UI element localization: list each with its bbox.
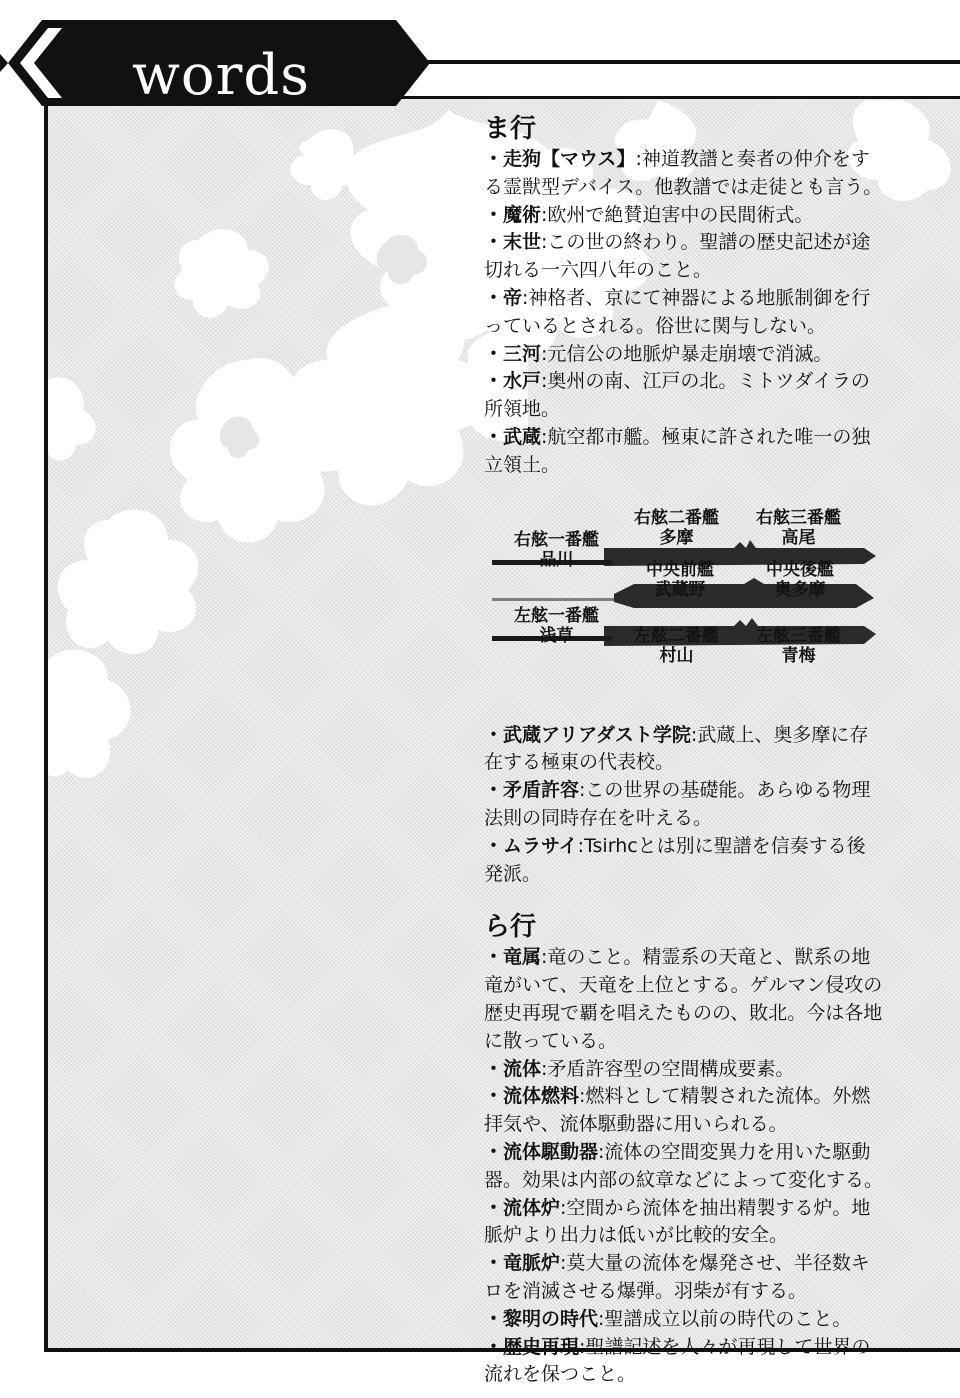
entry-description: :燃料として精製された流体。外燃拝気や、流体駆動器に用いられる。 xyxy=(484,1085,871,1136)
entry-description: :航空都市艦。極東に許された唯一の独立領土。 xyxy=(484,425,871,476)
entry-description: :竜のこと。精霊系の天竜と、獣系の地竜がいて、天竜を上位とする。ゲルマン侵攻の歴史再現で覇を唱えたものの、敗北。今は各地に散っている。 xyxy=(484,946,883,1052)
entry-description: :武蔵上、奥多摩に存在する極東の代表校。 xyxy=(484,723,869,774)
entry-term: ・魔術 xyxy=(484,203,542,226)
entry-description: :元信公の地脈炉暴走崩壊で消滅。 xyxy=(541,342,833,365)
header-banner xyxy=(0,20,430,106)
entry-term: ・流体燃料 xyxy=(484,1085,580,1108)
entry-description: :流体の空間変異力を用いた駆動器。効果は内部の紋章などによって変化する。 xyxy=(484,1140,884,1191)
glossary-entry xyxy=(484,1083,884,1139)
glossary-entry xyxy=(484,202,884,230)
entry-description: :神格者、京にて神器による地脈制御を行っているとされる。俗世に関与しない。 xyxy=(484,286,871,337)
glossary-entry xyxy=(484,944,884,1055)
entry-term: ・黎明の時代 xyxy=(484,1307,599,1330)
glossary-entry xyxy=(484,146,884,202)
entry-term: ・武蔵 xyxy=(484,425,542,448)
entry-term: ・水戸 xyxy=(484,370,542,393)
entry-description: :Tsirhcとは別に聖譜を信奏する後発派。 xyxy=(484,834,866,885)
entry-term: ・流体炉 xyxy=(484,1196,561,1219)
entry-description: :奥州の南、江戸の北。ミトツダイラの所領地。 xyxy=(484,370,870,421)
entry-term: ・竜脈炉 xyxy=(484,1252,561,1275)
entry-term: ・流体 xyxy=(484,1057,542,1080)
glossary-entry xyxy=(484,285,884,341)
entry-term: ・ムラサイ xyxy=(484,834,578,857)
entry-term: ・竜属 xyxy=(484,946,542,969)
ship-label-center-rear: 中央後艦 奥多摩 xyxy=(766,559,834,600)
entry-term: ・走狗【マウス】 xyxy=(484,148,636,170)
glossary-entry xyxy=(484,1139,884,1195)
entry-description: :この世の終わり。聖譜の歴史記述が途切れる一六四八年のこと。 xyxy=(484,231,871,282)
glossary-entry xyxy=(484,1195,884,1251)
entry-term: ・末世 xyxy=(484,231,542,254)
entry-term: ・帝 xyxy=(484,286,523,309)
ship-label-port-2: 左舷二番艦 村山 xyxy=(634,625,719,666)
entry-term: ・矛盾許容 xyxy=(484,779,580,802)
glossary-entry xyxy=(484,833,884,889)
glossary-entry xyxy=(484,229,884,285)
entry-term: ・三河 xyxy=(484,342,542,365)
ship-label-port-1: 左舷一番艦 浅草 xyxy=(514,605,599,646)
section-heading-ra: ら行 xyxy=(484,912,537,943)
ship-label-starboard-2: 右舷二番艦 多摩 xyxy=(634,507,719,548)
glossary-entry xyxy=(484,1056,884,1084)
ship-label-starboard-1: 右舷一番艦 品川 xyxy=(514,529,599,570)
entry-description: :欧州で絶賛迫害中の民間術式。 xyxy=(541,203,814,226)
entry-description: :神道教譜と奏者の仲介をする霊獣型デバイス。他教譜では走徒とも言う。 xyxy=(484,148,883,198)
entry-description: :聖譜記述を人々が再現して世界の流れを保つこと。 xyxy=(484,1335,871,1386)
entry-term: ・流体駆動器 xyxy=(484,1140,599,1163)
glossary-entry xyxy=(484,1334,884,1390)
entry-description: :矛盾許容型の空間構成要素。 xyxy=(541,1057,795,1080)
glossary-entry xyxy=(484,341,884,369)
entry-description: :莫大量の流体を爆発させ、半径数キロを消滅させる爆弾。羽柴が有する。 xyxy=(484,1252,870,1302)
ship-formation-diagram xyxy=(484,508,884,698)
glossary-entry xyxy=(484,1306,884,1334)
ship-label-center-front: 中央前艦 武蔵野 xyxy=(646,559,714,600)
glossary-column xyxy=(484,112,884,1389)
section-heading-ma: ま行 xyxy=(484,114,537,144)
ship-label-port-3: 左舷三番艦 青梅 xyxy=(756,625,841,666)
glossary-entry xyxy=(484,424,884,480)
glossary-entry xyxy=(484,722,884,778)
entry-description: :空間から流体を抽出精製する炉。地脈炉より出力は低いが比較的安全。 xyxy=(484,1196,871,1247)
entry-term: ・武蔵アリアダスト学院 xyxy=(484,723,691,746)
glossary-entry xyxy=(484,1250,884,1306)
ship-label-starboard-3: 右舷三番艦 高尾 xyxy=(756,507,841,548)
entry-term: ・歴史再現 xyxy=(484,1335,580,1358)
glossary-entry xyxy=(484,368,884,424)
glossary-entry xyxy=(484,777,884,833)
entry-description: :聖譜成立以前の時代のこと。 xyxy=(598,1307,852,1330)
page-title: words xyxy=(132,43,311,108)
entry-description: :この世界の基礎能。あらゆる物理法則の同時存在を叶える。 xyxy=(484,779,871,829)
